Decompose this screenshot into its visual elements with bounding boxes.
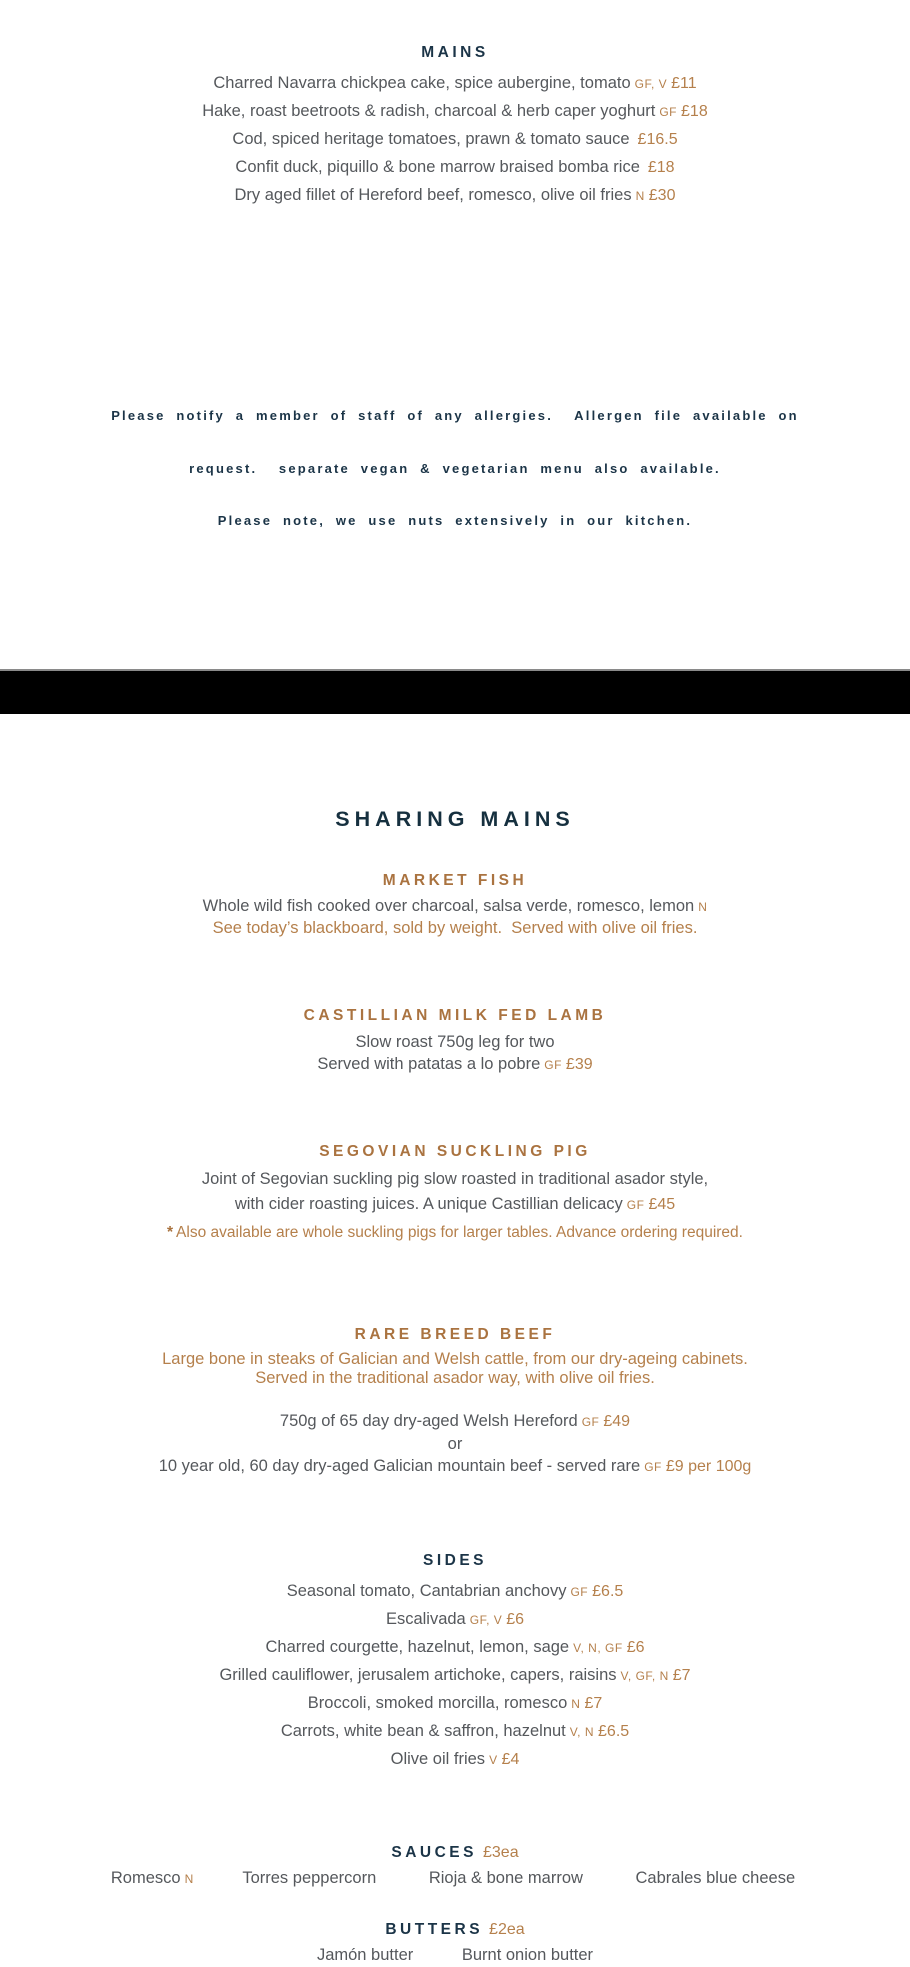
sauce-option <box>242 1869 380 1887</box>
pig-subsection <box>0 1143 910 1244</box>
item-price: £7 <box>584 1694 603 1712</box>
item-price: £7 <box>672 1666 691 1684</box>
sauces-title-text: SAUCES <box>391 1843 477 1861</box>
allergy-notice-line: Please note, we use nuts extensively in our kitchen. <box>217 513 693 528</box>
butter-option: Burnt onion butter <box>461 1945 594 1964</box>
sauces-options <box>0 1866 910 1891</box>
dish-description: Slow roast 750g leg for two <box>355 1032 555 1051</box>
dish-note: See today’s blackboard, sold by weight. Served with olive oil fries. <box>212 918 698 937</box>
butters-section <box>0 1921 910 1967</box>
market-fish-subsection <box>0 872 910 939</box>
sauces-price: £3ea <box>483 1843 519 1861</box>
dish-name: Cod, spiced heritage tomatoes, prawn & tomato sauce <box>232 130 630 148</box>
menu-item <box>0 1690 910 1718</box>
note-text: Also available are whole suckling pigs for larger tables. Advance ordering required. <box>176 1223 743 1241</box>
dish-name: Whole wild fish cooked over charcoal, salsa verde, romesco, lemon <box>202 896 695 915</box>
dish-name: Romesco <box>110 1868 181 1887</box>
dish-name: Cabrales blue cheese <box>635 1868 796 1887</box>
mains-section <box>0 0 910 210</box>
lamb-title: CASTILLIAN MILK FED LAMB <box>303 1006 607 1024</box>
dish-name: 10 year old, 60 day dry-aged Galician mountain beef - served rare <box>158 1456 641 1475</box>
dish-name: Charred Navarra chickpea cake, spice aubergine, tomato <box>213 74 631 92</box>
menu-item <box>0 896 910 918</box>
menu-item <box>0 182 910 210</box>
item-price: £11 <box>671 75 697 92</box>
allergen-codes: N <box>698 899 708 914</box>
menu-item <box>0 126 910 154</box>
dish-name: Grilled cauliflower, jerusalem artichoke, capers, raisins <box>219 1665 617 1684</box>
option-separator: or <box>447 1434 463 1453</box>
butters-options <box>0 1943 910 1967</box>
allergy-notice-line: Please notify a member of staff of any allergies. Allergen file available on <box>111 408 799 423</box>
menu-item <box>0 1606 910 1634</box>
item-price: £18 <box>681 103 708 120</box>
dish-name: Charred courgette, hazelnut, lemon, sage <box>265 1637 570 1656</box>
dish-name: Olive oil fries <box>390 1749 486 1768</box>
dish-name: Served with patatas a lo pobre <box>317 1054 541 1073</box>
divider-bar <box>0 669 910 714</box>
beef-title: RARE BREED BEEF <box>354 1325 556 1343</box>
allergen-codes: V, N <box>569 1724 595 1739</box>
sides-section <box>0 1552 910 1774</box>
allergen-codes: GF <box>570 1584 589 1599</box>
market-fish-title: MARKET FISH <box>382 871 528 889</box>
menu-item <box>0 1578 910 1606</box>
pig-advance-note <box>0 1222 910 1244</box>
allergy-notice-line: request. separate vegan & vegetarian menu also available. <box>189 460 721 476</box>
menu-item <box>0 70 910 98</box>
menu-item <box>0 1634 910 1662</box>
mains-title: MAINS <box>421 44 489 61</box>
sauce-option <box>111 1869 194 1887</box>
item-price: £6.5 <box>598 1722 630 1740</box>
menu-item <box>0 1053 910 1076</box>
allergen-codes <box>630 133 634 147</box>
dish-name: Torres peppercorn <box>242 1868 377 1887</box>
butters-title <box>0 1921 910 1939</box>
dish-description: Large bone in steaks of Galician and Welsh cattle, from our dry-ageing cabinets. <box>162 1349 748 1368</box>
dish-description: Joint of Segovian suckling pig slow roasted in traditional asador style, <box>201 1169 709 1188</box>
allergen-codes: N <box>184 1871 194 1886</box>
mains-items <box>0 70 910 210</box>
asterisk-mark: * <box>167 1223 174 1241</box>
sauces-section <box>0 1844 910 1891</box>
allergen-codes: GF, V <box>469 1612 503 1627</box>
menu-item <box>0 1746 910 1774</box>
sharing-mains-title: SHARING MAINS <box>335 806 575 831</box>
dish-name: Seasonal tomato, Cantabrian anchovy <box>286 1581 567 1600</box>
lamb-subsection <box>0 1007 910 1076</box>
sides-title: SIDES <box>422 1551 487 1569</box>
allergen-codes: GF <box>659 105 678 119</box>
butters-price: £2ea <box>489 1920 525 1938</box>
menu-item <box>0 1455 910 1478</box>
item-price: £16.5 <box>637 131 678 148</box>
item-price: £49 <box>603 1412 631 1430</box>
menu-item <box>0 98 910 126</box>
allergen-codes: N <box>571 1696 581 1711</box>
allergen-codes: GF <box>626 1197 645 1212</box>
menu-item <box>0 154 910 182</box>
menu-item <box>0 1662 910 1690</box>
allergen-codes <box>583 1872 587 1886</box>
sauce-option <box>636 1869 800 1887</box>
dish-name: Broccoli, smoked morcilla, romesco <box>307 1693 568 1712</box>
allergen-codes: V, N, GF <box>573 1640 623 1655</box>
butter-option: Jamón butter <box>316 1945 414 1964</box>
dish-name: with cider roasting juices. A unique Castillian delicacy <box>234 1194 623 1213</box>
item-price: £6 <box>506 1610 525 1628</box>
item-price: £45 <box>648 1195 676 1213</box>
dish-name: Escalivada <box>385 1609 466 1628</box>
item-price: £30 <box>648 187 676 204</box>
sides-items <box>0 1578 910 1774</box>
allergen-codes <box>795 1872 799 1886</box>
allergen-codes: GF <box>581 1414 600 1429</box>
sauce-option <box>429 1869 587 1887</box>
item-price: £18 <box>647 159 675 176</box>
allergen-codes <box>376 1872 380 1886</box>
beef-subsection <box>0 1326 910 1478</box>
allergen-codes: GF <box>644 1459 662 1474</box>
menu-item <box>0 1192 910 1218</box>
sharing-mains-section <box>0 806 910 1478</box>
dish-name: Dry aged fillet of Hereford beef, romesco, olive oil fries <box>234 186 632 204</box>
allergy-notice <box>0 372 910 565</box>
dish-name: Carrots, white bean & saffron, hazelnut <box>280 1721 566 1740</box>
allergen-codes: GF <box>544 1057 562 1072</box>
item-price: £4 <box>501 1750 520 1768</box>
item-price: £6 <box>626 1638 645 1656</box>
menu-item <box>0 1718 910 1746</box>
dish-name: Rioja & bone marrow <box>428 1868 583 1887</box>
dish-name: Hake, roast beetroots & radish, charcoal & herb caper yoghurt <box>202 102 656 120</box>
item-price: £6.5 <box>592 1582 624 1600</box>
allergen-codes: V <box>489 1752 498 1767</box>
dish-name: Confit duck, piquillo & bone marrow braised bomba rice <box>235 158 640 176</box>
allergen-codes: N <box>635 189 645 203</box>
dish-description: Served in the traditional asador way, with olive oil fries. <box>255 1368 655 1387</box>
allergen-codes: GF, V <box>634 77 668 91</box>
allergen-codes: V, GF, N <box>620 1668 669 1683</box>
item-price: £9 per 100g <box>665 1457 752 1475</box>
butters-title-text: BUTTERS <box>385 1920 484 1938</box>
dish-name: 750g of 65 day dry-aged Welsh Hereford <box>279 1411 578 1430</box>
sauces-title <box>0 1844 910 1862</box>
item-price: £39 <box>565 1055 593 1073</box>
pig-title: SEGOVIAN SUCKLING PIG <box>319 1142 591 1160</box>
menu-item <box>0 1410 910 1433</box>
